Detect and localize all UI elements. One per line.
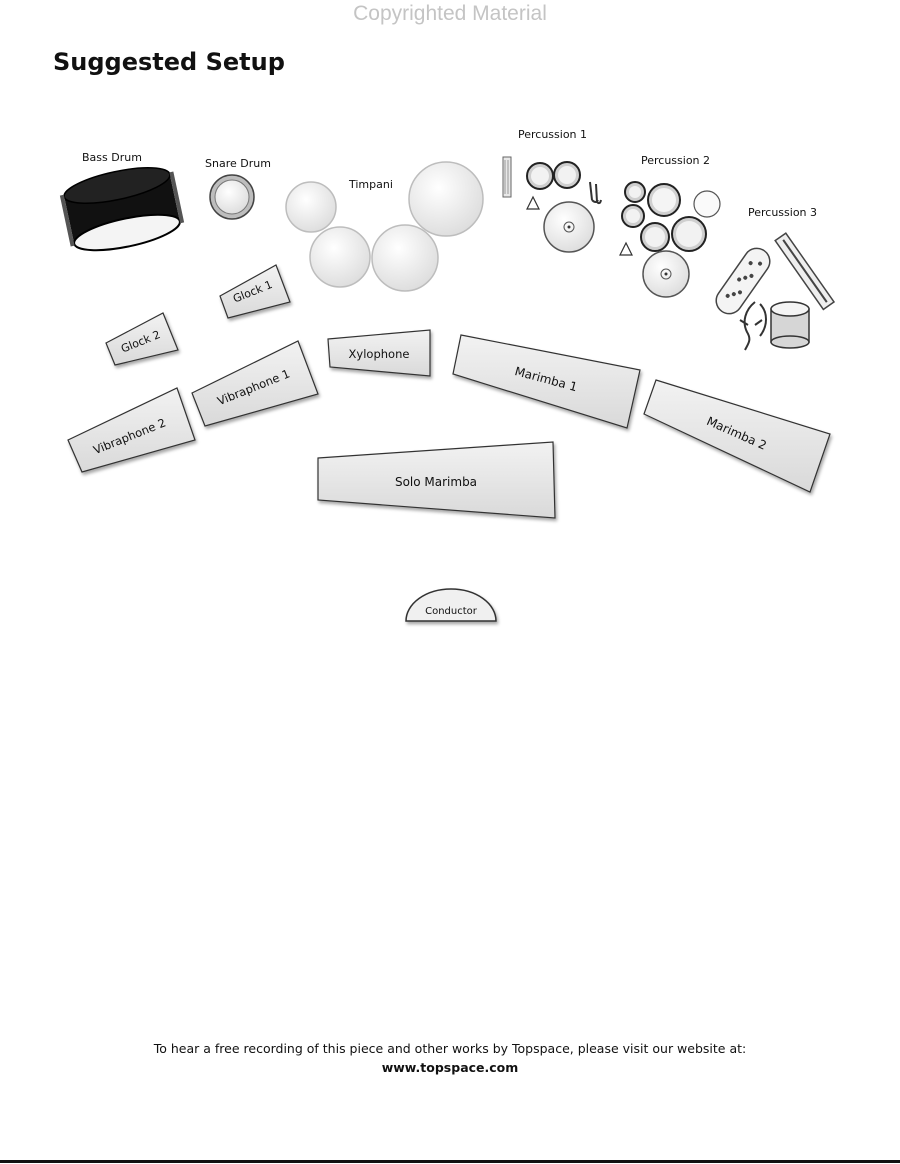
bass-drum-label: Bass Drum <box>82 151 142 164</box>
timpani-drum <box>310 227 370 287</box>
castanets-icon <box>590 182 601 203</box>
glock-2-label: Glock 2 <box>119 328 163 356</box>
page-bottom-border <box>0 1160 900 1163</box>
vibraphone-1-label: Vibraphone 1 <box>215 366 292 409</box>
percussion-2-setup <box>620 182 720 297</box>
xylophone-label: Xylophone <box>348 347 410 361</box>
bass-drum <box>59 160 184 258</box>
triangle-icon <box>527 197 539 209</box>
timpani-label: Timpani <box>349 178 393 191</box>
solo-marimba <box>318 442 555 518</box>
percussion-2-label: Percussion 2 <box>641 154 711 167</box>
tambourine-board-icon <box>711 243 775 319</box>
vibraphone-1 <box>192 341 318 426</box>
slapstick-icon <box>775 233 834 309</box>
timpani-drum <box>286 182 336 232</box>
glock-2 <box>106 313 178 365</box>
marimba-2-label: Marimba 2 <box>704 413 769 453</box>
marimba-2 <box>644 380 830 492</box>
solo-marimba-label: Solo Marimba <box>394 475 478 489</box>
conductor-label: Conductor <box>425 606 477 617</box>
footer <box>0 1039 900 1077</box>
vibraphone-2-label: Vibraphone 2 <box>91 415 168 458</box>
maracas-icon <box>745 302 766 350</box>
snare-drum <box>210 175 254 219</box>
bongo-drum-icon <box>771 302 809 348</box>
glock-1-label: Glock 1 <box>231 278 275 306</box>
percussion-3-setup <box>711 233 834 350</box>
small-drum <box>694 191 720 217</box>
snare-drum-label: Snare Drum <box>205 157 271 170</box>
website-link[interactable]: www.topspace.com <box>381 1060 519 1075</box>
footer-text: To hear a free recording of this piece and other works by Topspace, please visit our website at: <box>153 1041 747 1056</box>
percussion-1-setup <box>503 157 601 252</box>
copyright-watermark: Copyrighted Material <box>353 2 547 25</box>
page-title: Suggested Setup <box>53 48 285 76</box>
glock-1 <box>220 265 290 318</box>
wind-chimes-icon <box>503 157 511 197</box>
percussion-3-label: Percussion 3 <box>748 206 818 219</box>
marimba-1 <box>453 335 640 428</box>
percussion-1-label: Percussion 1 <box>518 128 588 141</box>
timpani-drum <box>409 162 483 236</box>
conductor-podium <box>406 589 496 621</box>
timpani-drum <box>372 225 438 291</box>
triangle-icon <box>620 243 632 255</box>
vibraphone-2 <box>68 388 195 472</box>
xylophone <box>328 330 430 376</box>
marimba-1-label: Marimba 1 <box>513 364 579 395</box>
